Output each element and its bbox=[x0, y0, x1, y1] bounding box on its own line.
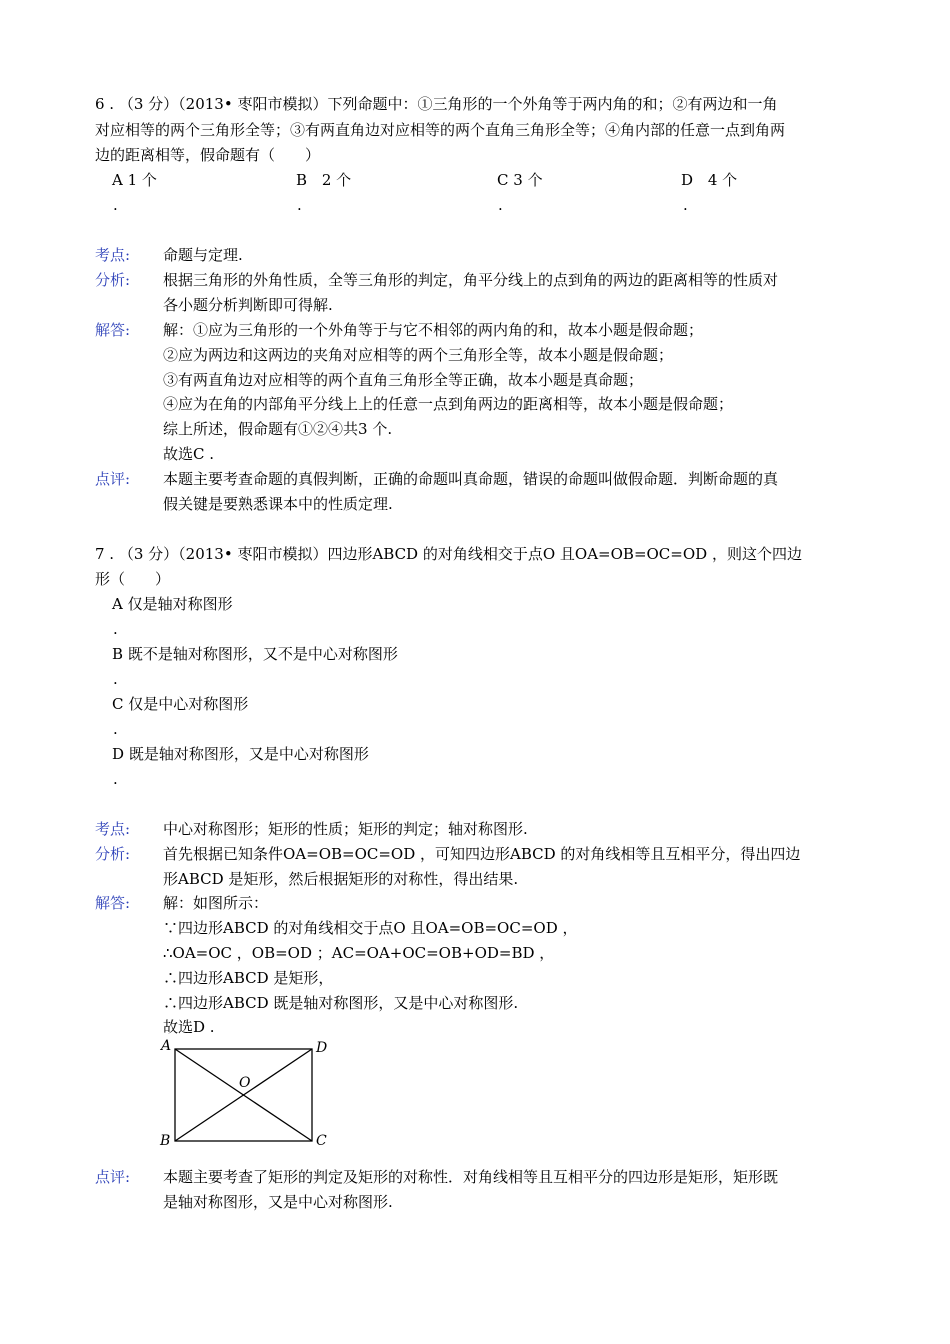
vertex-label-d: D bbox=[316, 1040, 328, 1056]
q7-option-d[interactable] bbox=[112, 744, 369, 764]
option-letter: D bbox=[681, 171, 694, 189]
q6-fenxi-label: 分析: bbox=[95, 271, 131, 289]
option-letter: C bbox=[497, 171, 509, 189]
q7-dianping-line-2: 是轴对称图形，又是中心对称图形. bbox=[163, 1193, 393, 1211]
q7-dianping-line-1: 本题主要考查了矩形的判定及矩形的对称性．对角线相等且互相平分的四边形是矩形，矩形既 bbox=[163, 1168, 779, 1186]
q7-fenxi-label: 分析: bbox=[95, 845, 131, 863]
option-text: 3 个 bbox=[513, 171, 543, 189]
option-letter: B bbox=[296, 171, 308, 189]
q6-jieda-line-3: ③有两直角边对应相等的两个直角三角形全等正确，故本小题是真命题； bbox=[163, 371, 644, 389]
q7-stem-line-2: 形（ ） bbox=[95, 570, 171, 588]
q7-stem-line-1: 7 . （3 分）（2013• 枣阳市模拟）四边形ABCD 的对角线相交于点O 且OA=OB=OC=OD ，则这个四边 bbox=[95, 545, 802, 563]
option-text: 4 个 bbox=[707, 171, 738, 189]
q6-kaodian-label: 考点: bbox=[95, 246, 131, 264]
q7-jieda-line-1: 解：如图所示： bbox=[163, 894, 269, 912]
q7-option-b[interactable] bbox=[112, 644, 398, 664]
q7-dianping-label: 点评: bbox=[95, 1168, 131, 1186]
option-dot: . bbox=[683, 196, 688, 214]
vertex-label-c: C bbox=[316, 1133, 327, 1149]
q7-fenxi-line-1: 首先根据已知条件OA=OB=OC=OD ，可知四边形ABCD 的对角线相等且互相平分，得出四边 bbox=[163, 845, 801, 863]
option-text: 2 个 bbox=[321, 171, 352, 189]
q6-stem-line-1: 6 . （3 分）（2013• 枣阳市模拟）下列命题中：①三角形的一个外角等于两内角的和；②有两边和一角 bbox=[95, 95, 778, 113]
option-dot: . bbox=[113, 620, 118, 638]
q6-option-d[interactable] bbox=[681, 170, 737, 190]
vertex-label-a: A bbox=[161, 1038, 172, 1054]
option-letter: D bbox=[112, 745, 125, 763]
q6-fenxi-line-2: 各小题分析判断即可得解. bbox=[163, 296, 333, 314]
option-dot: . bbox=[113, 720, 118, 738]
option-text: 既是轴对称图形，又是中心对称图形 bbox=[128, 745, 369, 763]
q6-jieda-line-1: 解：①应为三角形的一个外角等于与它不相邻的两内角的和，故本小题是假命题； bbox=[163, 321, 704, 339]
option-text: 既不是轴对称图形，又不是中心对称图形 bbox=[127, 645, 398, 663]
center-label-o: O bbox=[239, 1075, 251, 1091]
option-dot: . bbox=[113, 770, 118, 788]
option-letter: A bbox=[112, 171, 123, 189]
q7-kaodian-text: 中心对称图形；矩形的性质；矩形的判定；轴对称图形. bbox=[163, 820, 528, 838]
q6-option-b[interactable] bbox=[296, 170, 351, 190]
q6-stem-line-2: 对应相等的两个三角形全等；③有两直角边对应相等的两个直角三角形全等；④角内部的任意一点到角两 bbox=[95, 121, 786, 139]
q7-option-a[interactable] bbox=[112, 594, 233, 614]
option-letter: B bbox=[112, 645, 124, 663]
q7-fenxi-line-2: 形ABCD 是矩形，然后根据矩形的对称性，得出结果. bbox=[163, 870, 519, 888]
q6-jieda-line-2: ②应为两边和这两边的夹角对应相等的两个三角形全等，故本小题是假命题； bbox=[163, 346, 674, 364]
q6-kaodian-text: 命题与定理. bbox=[163, 246, 243, 264]
q6-dianping-line-2: 假关键是要熟悉课本中的性质定理. bbox=[163, 495, 393, 513]
q7-jieda-line-5: ∴四边形ABCD 既是轴对称图形，又是中心对称图形. bbox=[163, 994, 519, 1012]
q7-jieda-line-2: ∵四边形ABCD 的对角线相交于点O 且OA=OB=OC=OD ， bbox=[163, 919, 578, 937]
option-dot: . bbox=[498, 196, 503, 214]
q6-dianping-label: 点评: bbox=[95, 470, 131, 488]
option-text: 仅是轴对称图形 bbox=[127, 595, 233, 613]
option-dot: . bbox=[297, 196, 302, 214]
q7-jieda-label: 解答: bbox=[95, 894, 131, 912]
q6-jieda-label: 解答: bbox=[95, 321, 131, 339]
q7-option-c[interactable] bbox=[112, 694, 248, 714]
q6-jieda-line-4: ④应为在角的内部角平分线上上的任意一点到角两边的距离相等，故本小题是假命题； bbox=[163, 395, 734, 413]
option-dot: . bbox=[113, 196, 118, 214]
q6-dianping-line-1: 本题主要考查命题的真假判断，正确的命题叫真命题，错误的命题叫做假命题．判断命题的真 bbox=[163, 470, 779, 488]
q6-jieda-line-6: 故选C . bbox=[163, 445, 215, 463]
q6-fenxi-line-1: 根据三角形的外角性质，全等三角形的判定，角平分线上的点到角的两边的距离相等的性质对 bbox=[163, 271, 779, 289]
option-text: 仅是中心对称图形 bbox=[128, 695, 249, 713]
q6-stem-line-3: 边的距离相等，假命题有（ ） bbox=[95, 146, 321, 164]
rectangle-abcd-figure bbox=[155, 1035, 345, 1150]
q7-jieda-line-3: ∴OA=OC ，OB=OD ；AC=OA+OC=OB+OD=BD ， bbox=[163, 944, 555, 962]
option-letter: A bbox=[112, 595, 123, 613]
q7-jieda-line-4: ∴四边形ABCD 是矩形， bbox=[163, 969, 334, 987]
q7-kaodian-label: 考点: bbox=[95, 820, 131, 838]
option-dot: . bbox=[113, 670, 118, 688]
q7-jieda-line-6: 故选D . bbox=[163, 1018, 215, 1036]
q6-option-a[interactable] bbox=[112, 170, 157, 190]
q6-option-c[interactable] bbox=[497, 170, 543, 190]
q6-jieda-line-5: 综上所述，假命题有①②④共3 个. bbox=[163, 420, 393, 438]
option-text: 1 个 bbox=[127, 171, 157, 189]
vertex-label-b: B bbox=[160, 1133, 171, 1149]
option-letter: C bbox=[112, 695, 124, 713]
